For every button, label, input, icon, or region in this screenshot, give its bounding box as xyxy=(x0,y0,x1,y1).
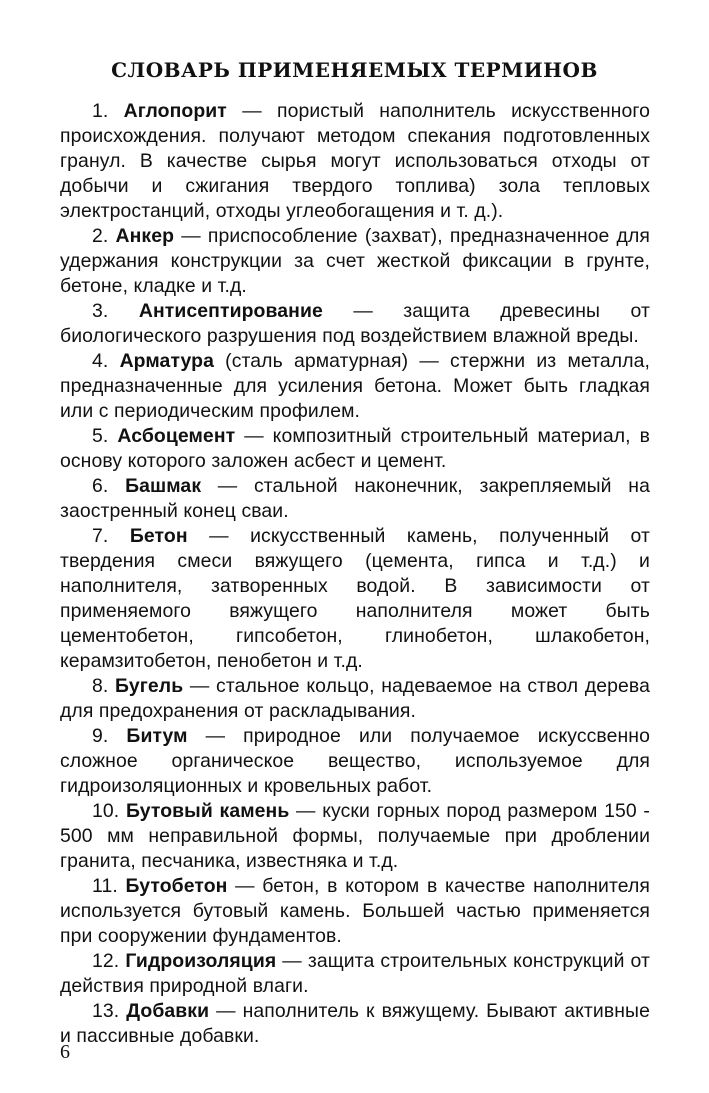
glossary-entry xyxy=(60,424,650,474)
entry-number: 11. xyxy=(92,875,118,897)
entry-definition: — искусственный камень, полученный от твердения смеси вяжущего (цемента, гипса и т.д.) и наполнителя, затворенных водой. В зависимости от применяемого вяжущего наполнителя может быть цементобетон, гипсобетон, глинобетон, шлакобетон, керамзитобетон, пенобетон и т.д. xyxy=(60,525,650,672)
entry-number: 13. xyxy=(92,1000,120,1022)
glossary-entry xyxy=(60,874,650,949)
entry-term: Арматура xyxy=(119,350,214,372)
entry-definition: — стальное кольцо, надеваемое на ствол дерева для предохранения от раскладывания. xyxy=(60,675,650,722)
entry-definition: (сталь арматурная) — стержни из металла, предназначенные для усиления бетона. Может быть гладкая или с периодическим профилем. xyxy=(60,350,650,422)
entry-number: 8. xyxy=(92,675,109,697)
glossary-entry xyxy=(60,99,650,224)
entry-number: 3. xyxy=(92,300,109,322)
entry-term: Бетон xyxy=(129,525,188,547)
entry-term: Асбоцемент xyxy=(117,425,236,447)
entry-term: Бугель xyxy=(115,675,184,697)
entry-number: 6. xyxy=(92,475,109,497)
entry-number: 10. xyxy=(92,800,120,822)
glossary-list xyxy=(60,99,650,1049)
entry-number: 5. xyxy=(92,425,109,447)
glossary-entry xyxy=(60,224,650,299)
entry-definition: — природное или получаемое искуссвенно сложное органическое вещество, используемое для гидроизоляционных и кровельных работ. xyxy=(60,725,650,797)
entry-number: 12. xyxy=(92,950,120,972)
entry-number: 2. xyxy=(92,225,109,247)
glossary-entry xyxy=(60,999,650,1049)
glossary-entry xyxy=(60,724,650,799)
entry-term: Анкер xyxy=(115,225,175,247)
glossary-entry xyxy=(60,349,650,424)
entry-definition: — защита древесины от биологического разрушения под воздействием влажной вреды. xyxy=(60,300,650,347)
entry-term: Добавки xyxy=(126,1000,210,1022)
entry-term: Битум xyxy=(126,725,188,747)
entry-definition: — композитный строительный материал, в основу которого заложен асбест и цемент. xyxy=(60,425,650,472)
entry-definition: — бетон, в котором в качестве наполнителя используется бутовый камень. Большей частью применяется при сооружении фундаментов. xyxy=(60,875,650,947)
entry-term: Бутобетон xyxy=(125,875,228,897)
entry-term: Башмак xyxy=(125,475,202,497)
entry-term: Аглопорит xyxy=(123,100,227,122)
glossary-entry xyxy=(60,474,650,524)
glossary-entry xyxy=(60,799,650,874)
entry-term: Бутовый камень xyxy=(125,800,290,822)
entry-number: 1. xyxy=(92,100,109,122)
glossary-entry xyxy=(60,299,650,349)
entry-number: 7. xyxy=(92,525,109,547)
entry-definition: — пористый наполнитель искусственного происхождения. получают методом спекания подготовленных гранул. В качестве сырья могут использоваться отходы от добычи и сжигания твердого топлива) зола тепловых электростанций, отходы углеобогащения и т. д.). xyxy=(60,100,650,222)
page-number: 6 xyxy=(60,1041,70,1063)
entry-number: 4. xyxy=(92,350,109,372)
glossary-entry xyxy=(60,949,650,999)
entry-term: Антисептирование xyxy=(138,300,323,322)
entry-term: Гидроизоляция xyxy=(125,950,277,972)
glossary-entry xyxy=(60,524,650,674)
entry-number: 9. xyxy=(92,725,109,747)
entry-definition: — стальной наконечник, закрепляемый на заостренный конец сваи. xyxy=(60,475,650,522)
glossary-entry xyxy=(60,674,650,724)
entry-definition: — приспособление (захват), предназначенное для удержания конструкции за счет жесткой фиксации в грунте, бетоне, кладке и т.д. xyxy=(60,225,650,297)
entry-definition: — наполнитель к вяжущему. Бывают активные и пассивные добавки. xyxy=(60,1000,650,1047)
page-heading: СЛОВАРЬ ПРИМЕНЯЕМЫХ ТЕРМИНОВ xyxy=(111,58,598,82)
entry-definition: — куски горных пород размером 150 - 500 мм неправильной формы, получаемые при дроблении гранита, песчаника, известняка и т.д. xyxy=(60,800,650,872)
entry-definition: — защита строительных конструкций от действия природной влаги. xyxy=(60,950,650,997)
